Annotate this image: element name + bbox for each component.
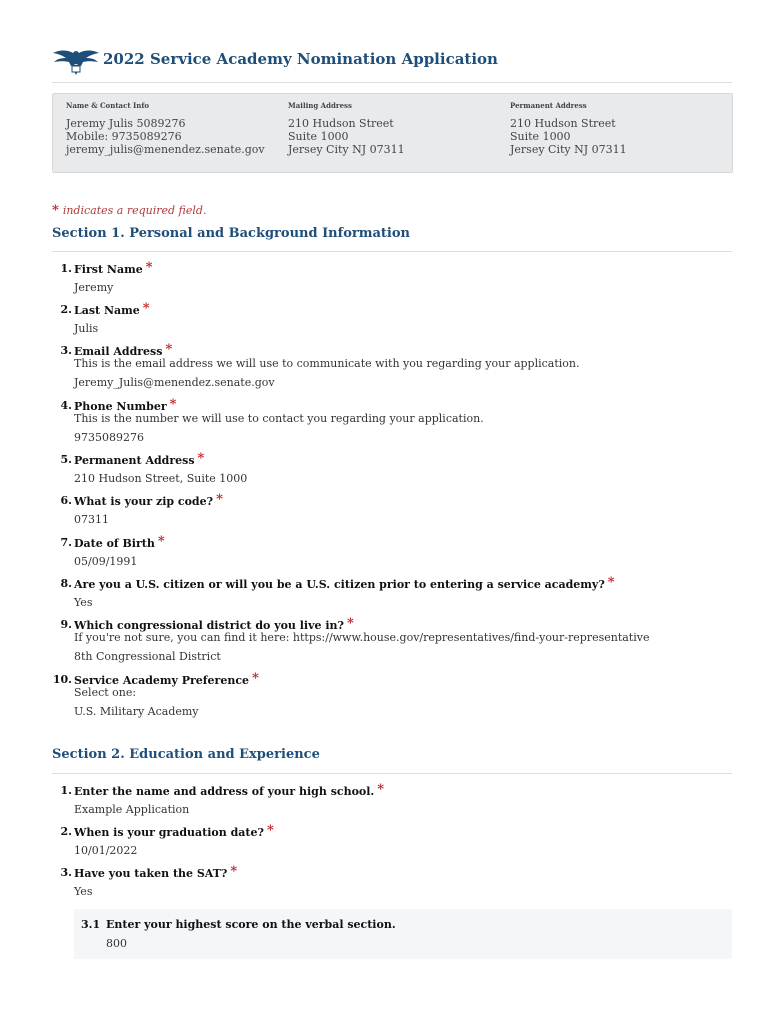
required-star-icon: * bbox=[52, 203, 59, 218]
section1-title: Section 1. Personal and Background Information bbox=[52, 226, 410, 241]
answer-value: 800 bbox=[106, 937, 127, 950]
contact-line: Jeremy Julis 5089276 bbox=[66, 117, 186, 130]
answer-value: Example Application bbox=[74, 803, 190, 816]
section2-divider bbox=[52, 773, 732, 774]
answer-value: Julis bbox=[74, 322, 99, 335]
answer-value: 07311 bbox=[74, 513, 109, 526]
page-title: 2022 Service Academy Nomination Application bbox=[103, 50, 498, 68]
question-number: 2. bbox=[60, 825, 72, 838]
question-label: When is your graduation date? * bbox=[74, 823, 274, 839]
question-label: Last Name * bbox=[74, 301, 150, 317]
question-label: Email Address * bbox=[74, 342, 173, 358]
column-head: Mailing Address bbox=[288, 101, 352, 110]
question-label: Enter your highest score on the verbal section. bbox=[106, 918, 396, 931]
required-star-icon: * bbox=[252, 671, 259, 686]
required-star-icon: * bbox=[230, 864, 238, 879]
required-star-icon: * bbox=[169, 397, 177, 412]
question-number: 10. bbox=[52, 673, 72, 686]
contact-line: 210 Hudson Street bbox=[288, 117, 394, 130]
answer-value: Jeremy_Julis@menendez.senate.gov bbox=[74, 376, 275, 389]
required-star-icon: * bbox=[607, 575, 615, 590]
question-number: 8. bbox=[60, 577, 72, 590]
contact-line: Suite 1000 bbox=[288, 130, 349, 143]
answer-value: Yes bbox=[74, 885, 93, 898]
answer-value: 8th Congressional District bbox=[74, 650, 221, 663]
answer-value: 05/09/1991 bbox=[74, 555, 138, 568]
required-note-text: indicates a required field. bbox=[62, 204, 207, 217]
subquestion-sat-verbal bbox=[74, 909, 732, 959]
required-star-icon: * bbox=[266, 823, 274, 838]
question-label: First Name * bbox=[74, 260, 153, 276]
contact-line: 210 Hudson Street bbox=[510, 117, 616, 130]
required-star-icon: * bbox=[346, 616, 354, 631]
required-note bbox=[52, 203, 206, 218]
column-head: Name & Contact Info bbox=[66, 101, 150, 110]
contact-line: Jersey City NJ 07311 bbox=[510, 143, 627, 156]
question-label: Date of Birth * bbox=[74, 534, 165, 550]
column-head: Permanent Address bbox=[510, 101, 587, 110]
question-number: 3. bbox=[60, 344, 72, 357]
question-label: Phone Number * bbox=[74, 397, 177, 413]
contact-line: Jersey City NJ 07311 bbox=[288, 143, 405, 156]
required-star-icon: * bbox=[377, 782, 385, 797]
question-number: 6. bbox=[60, 494, 72, 507]
question-label: Enter the name and address of your high school. * bbox=[74, 782, 385, 798]
section2-title: Section 2. Education and Experience bbox=[52, 747, 320, 762]
question-number: 3. bbox=[60, 866, 72, 879]
required-star-icon: * bbox=[145, 260, 153, 275]
question-help: This is the number we will use to contact you regarding your application. bbox=[74, 412, 484, 425]
answer-value: U.S. Military Academy bbox=[74, 705, 199, 718]
question-label: Service Academy Preference * bbox=[74, 671, 259, 687]
contact-line: jeremy_julis@menendez.senate.gov bbox=[66, 143, 265, 156]
answer-value: 210 Hudson Street, Suite 1000 bbox=[74, 472, 248, 485]
question-label: Have you taken the SAT? * bbox=[74, 864, 238, 880]
contact-summary bbox=[52, 93, 733, 173]
contact-column-permanent bbox=[510, 101, 720, 156]
question-label: Permanent Address * bbox=[74, 451, 205, 467]
question-label: Are you a U.S. citizen or will you be a U.S. citizen prior to entering a service academy? * bbox=[74, 575, 615, 591]
required-star-icon: * bbox=[157, 534, 165, 549]
answer-value: 9735089276 bbox=[74, 431, 144, 444]
contact-line: Suite 1000 bbox=[510, 130, 571, 143]
required-star-icon: * bbox=[142, 301, 150, 316]
question-number: 3.1 bbox=[81, 918, 101, 931]
contact-line: Mobile: 9735089276 bbox=[66, 130, 182, 143]
question-number: 1. bbox=[60, 262, 72, 275]
question-number: 7. bbox=[60, 536, 72, 549]
question-label: Which congressional district do you live in? * bbox=[74, 616, 354, 632]
page-header bbox=[52, 44, 732, 83]
question-help: This is the email address we will use to communicate with you regarding your application. bbox=[74, 357, 580, 370]
contact-column-mailing bbox=[288, 101, 498, 156]
question-number: 5. bbox=[60, 453, 72, 466]
answer-value: Yes bbox=[74, 596, 93, 609]
question-number: 4. bbox=[60, 399, 72, 412]
required-star-icon: * bbox=[216, 492, 223, 507]
question-label: What is your zip code? * bbox=[74, 492, 223, 508]
question-number: 9. bbox=[60, 618, 72, 631]
question-help: Select one: bbox=[74, 686, 137, 699]
question-number: 1. bbox=[60, 784, 72, 797]
section1-divider bbox=[52, 251, 732, 252]
answer-value: 10/01/2022 bbox=[74, 844, 138, 857]
required-star-icon: * bbox=[165, 342, 173, 357]
question-number: 2. bbox=[60, 303, 72, 316]
contact-column-name bbox=[66, 101, 276, 156]
eagle-seal-icon bbox=[52, 46, 100, 76]
answer-value: Jeremy bbox=[74, 281, 114, 294]
required-star-icon: * bbox=[197, 451, 205, 466]
question-help: If you're not sure, you can find it here: https://www.house.gov/representatives/find-your-representative bbox=[74, 631, 650, 644]
